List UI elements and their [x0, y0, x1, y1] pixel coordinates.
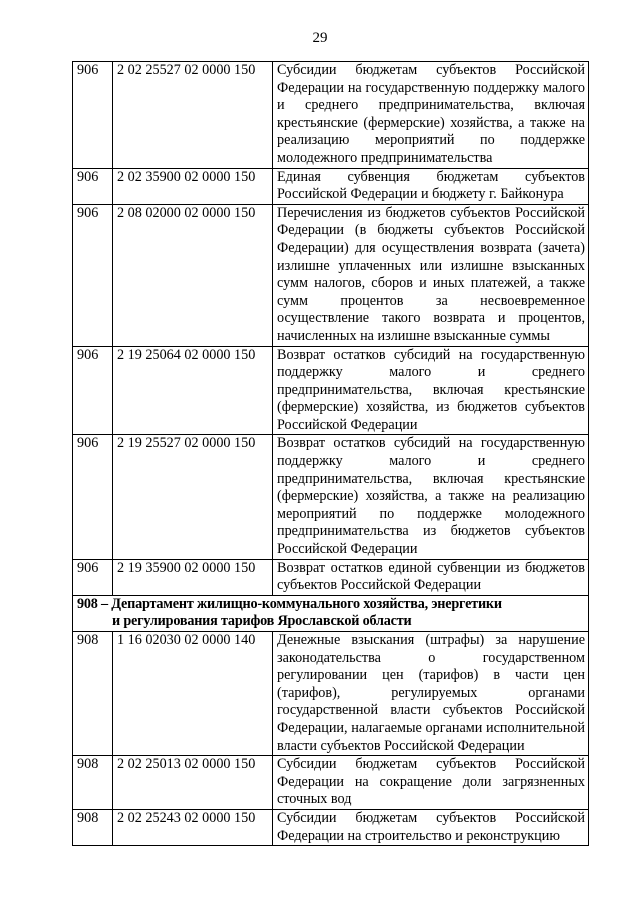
table-row: [73, 62, 589, 169]
admin-code-cell: 906: [73, 62, 113, 169]
revenue-name-cell: Единая субвенция бюджетам субъектов Российской Федерации и бюджету г. Байконура: [273, 168, 589, 204]
admin-code-cell: 908: [73, 809, 113, 845]
revenue-name-cell: Перечисления из бюджетов субъектов Российской Федерации (в бюджеты субъектов Российской Федерации) для осуществления возврата (зачета) излишне уплаченных или излишне взысканных сумм налогов, сборов и иных платежей, а также сумм процентов за несвоевременное осуществление такого возврата и процентов, начисленных на излишне взысканные суммы: [273, 204, 589, 346]
table-row: [73, 559, 589, 595]
admin-code-cell: 906: [73, 204, 113, 346]
table-row: [73, 809, 589, 845]
revenue-name-cell: Возврат остатков субсидий на государственную поддержку малого и среднего предпринимательства, включая крестьянские (фермерские) хозяйства, из бюджетов субъектов Российской Федерации: [273, 346, 589, 435]
budget-code-cell: 2 08 02000 02 0000 150: [113, 204, 273, 346]
revenue-name-cell: Субсидии бюджетам субъектов Российской Федерации на сокращение доли загрязненных сточных вод: [273, 756, 589, 810]
budget-code-cell: 2 19 35900 02 0000 150: [113, 559, 273, 595]
budget-code-cell: 2 19 25064 02 0000 150: [113, 346, 273, 435]
department-heading-line-2: и регулирования тарифов Ярославской области: [112, 613, 412, 630]
admin-code-cell: 906: [73, 346, 113, 435]
revenue-name-cell: Субсидии бюджетам субъектов Российской Федерации на строительство и реконструкцию: [273, 809, 589, 845]
revenue-name-cell: Возврат остатков единой субвенции из бюджетов субъектов Российской Федерации: [273, 559, 589, 595]
department-heading-line-1: 908 – Департамент жилищно-коммунального хозяйства, энергетики: [77, 595, 502, 612]
department-heading: [73, 595, 589, 631]
table-row: [73, 168, 589, 204]
revenue-codes-table: [72, 61, 589, 846]
admin-code-cell: 906: [73, 559, 113, 595]
table-row: [73, 435, 589, 559]
table-row: [73, 346, 589, 435]
budget-code-cell: 2 02 25243 02 0000 150: [113, 809, 273, 845]
admin-code-cell: 908: [73, 756, 113, 810]
admin-code-cell: 908: [73, 632, 113, 756]
revenue-name-cell: Денежные взыскания (штрафы) за нарушение законодательства о государственном регулировании цен (тарифов) в части цен (тарифов), регулируемых органами государственной власти субъектов Российской Федерации, налагаемые органами исполнительной власти субъектов Российской Федерации: [273, 632, 589, 756]
admin-code-cell: 906: [73, 168, 113, 204]
revenue-name-cell: Возврат остатков субсидий на государственную поддержку малого и среднего предпринимательства, включая крестьянские (фермерские) хозяйства, а также на реализацию мероприятий по поддержке молодежного предпринимательства из бюджетов субъектов Российской Федерации: [273, 435, 589, 559]
budget-code-cell: 2 02 35900 02 0000 150: [113, 168, 273, 204]
table-row: [73, 756, 589, 810]
department-header-row: [73, 595, 589, 631]
table-row: [73, 204, 589, 346]
budget-code-cell: 1 16 02030 02 0000 140: [113, 632, 273, 756]
admin-code-cell: 906: [73, 435, 113, 559]
revenue-name-cell: Субсидии бюджетам субъектов Российской Федерации на государственную поддержку малого и среднего предпринимательства, включая крестьянские (фермерские) хозяйства, а также на реализацию мероприятий по поддержке молодежного предпринимательства: [273, 62, 589, 169]
budget-code-cell: 2 19 25527 02 0000 150: [113, 435, 273, 559]
budget-code-cell: 2 02 25013 02 0000 150: [113, 756, 273, 810]
page-number: 29: [312, 30, 328, 46]
table-row: [73, 632, 589, 756]
budget-code-cell: 2 02 25527 02 0000 150: [113, 62, 273, 169]
